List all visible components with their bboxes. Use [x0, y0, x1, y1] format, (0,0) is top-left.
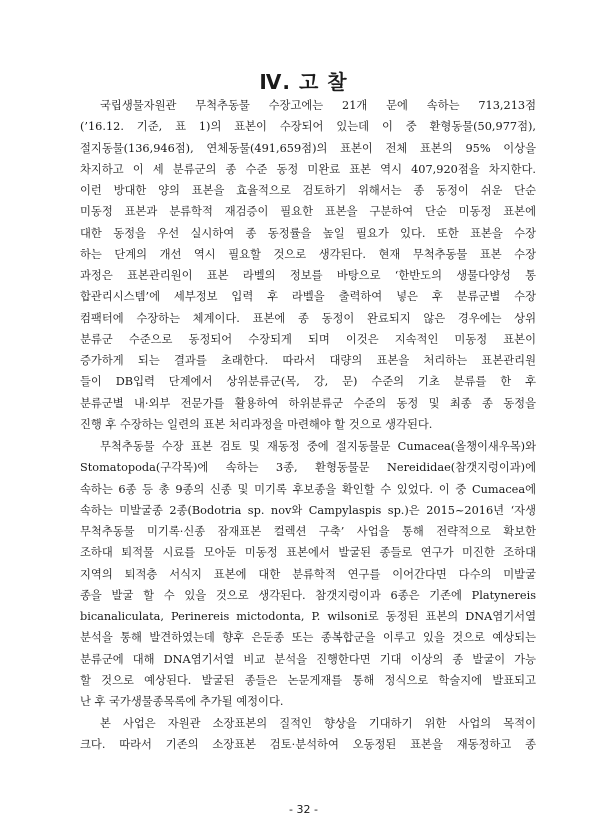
text-line: 무척추동물 수장 표본 검토 및 재동정 중에 절지동물문 Cumacea(올챙이새우목)와 [100, 440, 536, 453]
text-line: 이런 방대한 양의 표본을 효율적으로 검토하기 위해서는 종 동정이 쉬운 단순 [80, 184, 536, 197]
text-line: 분류군 수준으로 동정되어 수장되게 되며 이것은 지속적인 미동정 표본이 [80, 332, 536, 346]
text-line: 속하는 6종 등 총 9종의 신종 및 미기록 후보종을 확인할 수 있었다. 이 중 Cumacea에 [80, 482, 536, 496]
text-line: 절지동물(136,946점), 연체동물(491,659점)의 표본이 전체 표본의 95% 이상을 [80, 141, 536, 155]
text-line: 과정은 표본관리원이 표본 라벨의 정보를 바탕으로 ‘한반도의 생물다양성 통 [80, 269, 536, 282]
paragraph-3 [80, 713, 536, 756]
text-line: 합관리시스템’에 세부정보 입력 후 라벨을 출력하여 넣은 후 분류군별 수장 [80, 290, 536, 304]
page-number: - 32 - [289, 803, 318, 816]
text-line: 국립생물자원관 무척추동물 수장고에는 21개 문에 속하는 713,213점 [100, 99, 536, 112]
text-line: 차지하고 이 세 분류군의 종 수준 동정 미완료 표본 역시 407,920점을 차지한다. [80, 162, 536, 176]
text-line: 속하는 미발굴종 2종(Bodotria sp. nov와 Campylaspis sp.)은 2015~2016년 ‘자생 [80, 503, 536, 517]
text-line: 하는 단계의 개선 역시 필요할 것으로 생각된다. 현재 무척추동물 표본 수장 [80, 247, 536, 261]
text-line: 미동정 표본과 분류학적 재검증이 필요한 표본을 구분하여 단순 미동정 표본에 [80, 205, 536, 219]
text-line: 분류군에 대해 DNA염기서열 비교 분석을 진행한다면 기대 이상의 종 발굴이 가능 [80, 652, 536, 666]
text-line: 진행 후 수장하는 일련의 표본 처리과정을 마련해야 할 것으로 생각된다. [80, 417, 433, 431]
text-line: 크다. 따라서 기존의 소장표본 검토·분석하여 오동정된 표본을 재동정하고 종 [80, 738, 536, 752]
text-line: 할 것으로 예상된다. 발굴된 종들은 논문게재를 통해 정식으로 학술지에 발표되고 [80, 673, 536, 687]
text-line: (’16.12. 기준, 표 1)의 표본이 수장되어 있는데 이 중 환형동물(50,977점), [80, 120, 536, 134]
text-line: 대한 동정을 우선 실시하여 종 동정률을 높일 필요가 있다. 또한 표본을 수장 [80, 226, 536, 240]
paragraph-1 [80, 95, 536, 435]
text-line: 무척추동물 미기록·신종 잠재표본 컬렉션 구축’ 사업을 통해 전략적으로 확보한 [80, 525, 536, 538]
paragraph-2 [80, 436, 536, 712]
text-line: 분류군별 내·외부 전문가를 활용하여 하위분류군 수준의 동정 및 최종 종 동정을 [80, 396, 536, 410]
text-line: 컴팩터에 수장하는 체계이다. 표본에 종 동정이 완료되지 않은 경우에는 상위 [80, 311, 536, 325]
text-line: 증가하게 되는 결과를 초래한다. 따라서 대량의 표본을 처리하는 표본관리원 [80, 354, 536, 367]
text-line: 조하대 퇴적물 시료를 모아둔 미동정 표본에서 발굴된 종들로 연구가 미진한 조하대 [80, 546, 536, 560]
text-line: bicanaliculata, Perinereis mictodonta, P. wilsoni로 동정된 표본의 DNA염기서열 [80, 610, 536, 623]
section-heading: Ⅳ. 고 찰 [259, 70, 348, 94]
text-line: 종을 발굴 할 수 있을 것으로 생각된다. 참갯지렁이과 6종은 기존에 Platynereis [80, 588, 536, 602]
text-line: 분석을 통해 발견하였는데 향후 은둔종 또는 종복합군을 이루고 있을 것으로 예상되는 [80, 631, 536, 645]
text-line: Stomatopoda(구각목)에 속하는 3종, 환형동물문 Nereididae(참갯지렁이과)에 [80, 461, 536, 475]
text-line: 들이 DB입력 단계에서 상위분류군(목, 강, 문) 수준의 기초 분류를 한 후 [80, 375, 536, 389]
text-line: 본 사업은 자원관 소장표본의 질적인 향상을 기대하기 위한 사업의 목적이 [100, 717, 536, 730]
text-line: 지역의 퇴적층 서식지 표본에 대한 분류학적 연구를 이어간다면 다수의 미발굴 [80, 567, 536, 581]
text-line: 난 후 국가생물종목록에 추가될 예정이다. [80, 695, 284, 708]
